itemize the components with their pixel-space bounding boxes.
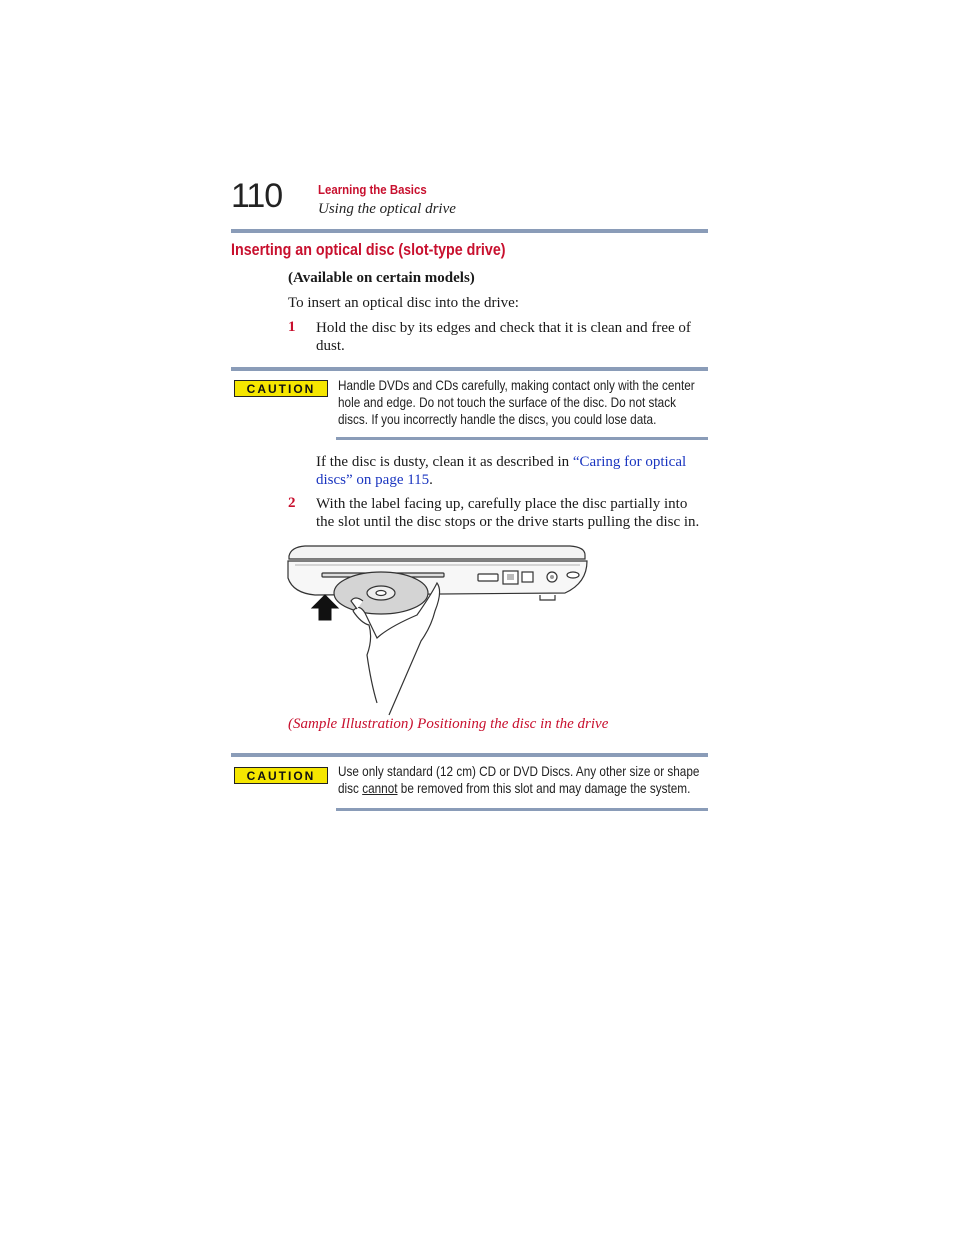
subsection-title: Using the optical drive [318,201,456,217]
header-rule [231,229,708,233]
chapter-title: Learning the Basics [318,182,427,197]
step-text: With the label facing up, carefully place the disc partially into the slot until the disc stops or the drive starts pulling the disc in. [316,496,700,530]
page-number: 110 [231,177,283,215]
caution-text: Handle DVDs and CDs carefully, making contact only with the center hole and edge. Do not touch the surface of the disc. Do not stack discs. If you incorrectly handle the discs, you could lose data. [338,377,695,427]
usb-port-icon [478,574,498,581]
dusty-note-text: If the disc is dusty, clean it as described in [316,454,573,470]
laptop-lid [289,546,585,559]
dusty-note-end: . [429,472,433,488]
caution-text [338,763,708,797]
step-number: 1 [288,319,296,335]
caution-bottom-rule [336,808,708,811]
step-number: 2 [288,495,296,511]
caution-top-rule [231,753,708,757]
intro-text: To insert an optical disc into the drive: [288,295,519,311]
caution-badge: CAUTION [234,380,328,397]
caution-bottom-rule [336,437,708,440]
caution-text-start: Use only standard (12 cm) CD or DVD Discs. Any other size or shape disc [338,763,700,796]
caution-underlined-word: cannot [362,780,398,796]
disc-insertion-illustration [285,543,590,718]
figure-caption: (Sample Illustration) Positioning the disc in the drive [288,716,609,732]
caution-badge: CAUTION [234,767,328,784]
step-text: Hold the disc by its edges and check that it is clean and free of dust. [316,320,691,354]
dusty-note [316,453,708,489]
caution-top-rule [231,367,708,371]
section-heading: Inserting an optical disc (slot-type drive) [231,240,506,259]
caution-text-end: be removed from this slot and may damage the system. [397,780,691,796]
availability-note: (Available on certain models) [288,270,475,286]
firewire-port-icon [522,572,533,582]
caring-link[interactable]: “Caring for optical discs” on page 115 [316,454,687,488]
arrow-up-icon [312,595,338,620]
indicator-icon [567,572,579,578]
